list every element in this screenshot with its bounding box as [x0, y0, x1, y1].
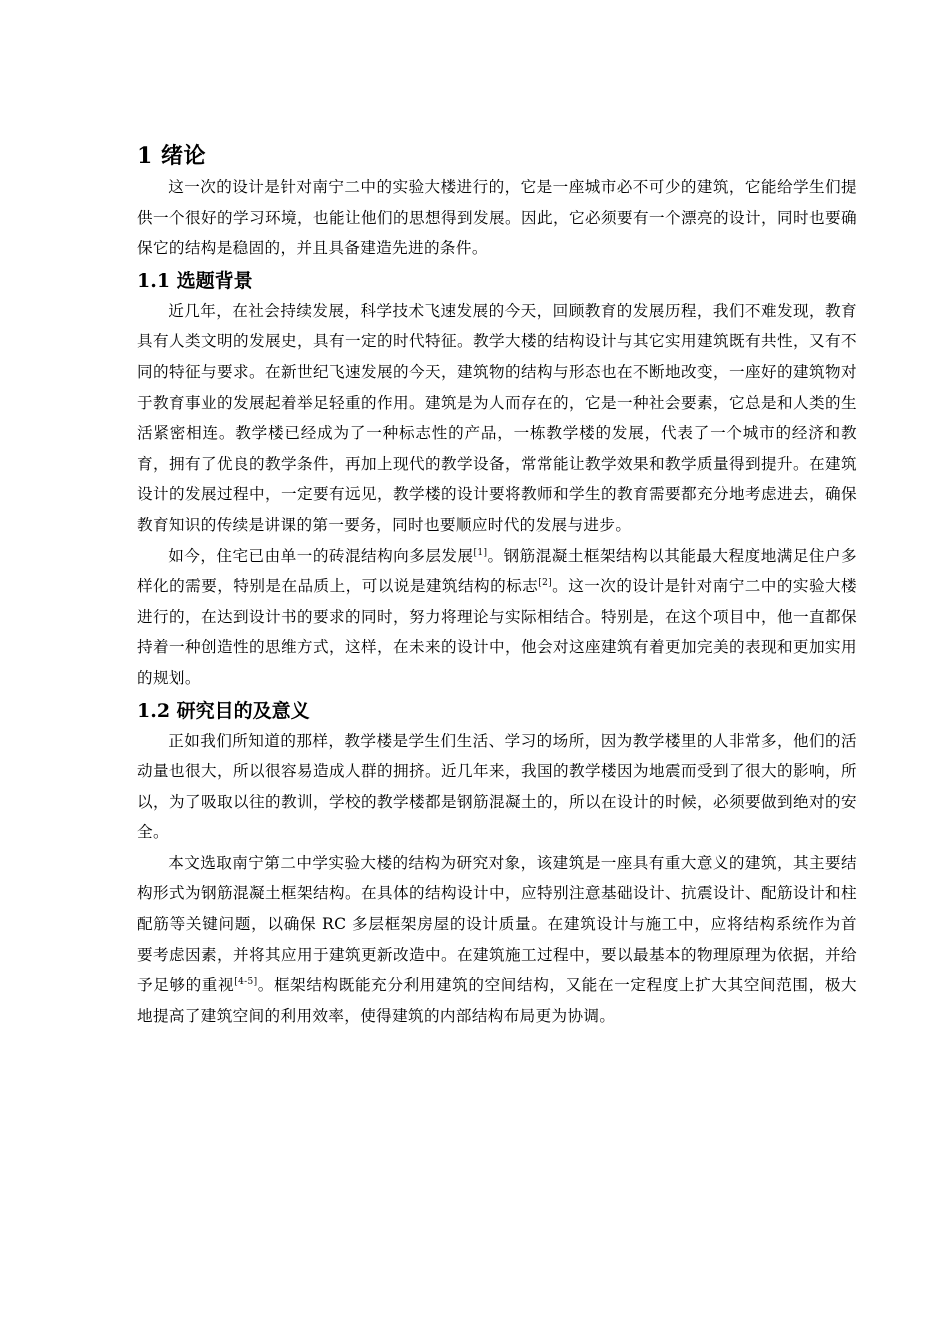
document-page	[137, 140, 857, 1031]
chapter-heading: 1 绪论	[137, 143, 206, 169]
paragraph-text: 。框架结构既能充分利用建筑的空间结构，又能在一定程度上扩大其空间范围，极大地提高了建筑空间的利用效率，使得建筑的内部结构布局更为协调。	[137, 976, 857, 1025]
paragraph-text: 。钢筋混凝土框架结构以其能最大程度地满足住户多样化的需要，特别是在品质上，可以说是建筑结构的标志	[137, 546, 857, 596]
purpose-paragraph-1: 正如我们所知道的那样，教学楼是学生们生活、学习的场所，因为教学楼里的人非常多，他们的活动量也很大，所以很容易造成人群的拥挤。近几年来，我国的教学楼因为地震而受到了很大的影响，所以，为了吸取以往的教训，学校的教学楼都是钢筋混凝土的，所以在设计的时候，必须要做到绝对的安全。	[137, 731, 857, 842]
section-heading-background: 1.1 选题背景	[137, 269, 253, 292]
background-paragraph-1: 近几年，在社会持续发展，科学技术飞速发展的今天，回顾教育的发展历程，我们不难发现，教育具有人类文明的发展史，具有一定的时代特征。教学大楼的结构设计与其它实用建筑既有共性，又有不同的特征与要求。在新世纪飞速发展的今天，建筑物的结构与形态也在不断地改变，一座好的建筑物对于教育事业的发展起着举足轻重的作用。建筑是为人而存在的，它是一种社会要素，它总是和人类的生活紧密相连。教学楼已经成为了一种标志性的产品，一栋教学楼的发展，代表了一个城市的经济和教育，拥有了优良的教学条件，再加上现代的教学设备，常常能让教学效果和教学质量得到提升。在建筑设计的发展过程中，一定要有远见，教学楼的设计要将教师和学生的教育需要都充分地考虑进去，确保教育知识的传续是讲课的第一要务，同时也要顺应时代的发展与进步。	[137, 301, 857, 534]
citation-1: [1]	[473, 547, 488, 558]
background-paragraph-2	[137, 541, 857, 694]
purpose-paragraph-2	[137, 848, 857, 1032]
paragraph-text: 。这一次的设计是针对南宁二中的实验大楼进行的，在达到设计书的要求的同时，努力将理论与实际相结合。特别是，在这个项目中，他一直都保持着一种创造性的思维方式，这样，在未来的设计中，他会对这座建筑有着更加完美的表现和更加实用的规划。	[137, 577, 857, 687]
citation-2: [2]	[538, 577, 553, 588]
paragraph-text: 如今，住宅已由单一的砖混结构向多层发展	[168, 546, 474, 565]
citation-4-5: [4-5]	[234, 977, 258, 988]
paragraph-text: 本文选取南宁第二中学实验大楼的结构为研究对象，该建筑是一座具有重大意义的建筑，其主要结构形式为钢筋混凝土框架结构。在具体的结构设计中，应特别注意基础设计、抗震设计、配筋设计和柱配筋等关键问题，以确保 RC 多层框架房屋的设计质量。在建筑设计与施工中，应将结构系统作为首要考虑因素，并将其应用于建筑更新改造中。在建筑施工过程中，要以最基本的物理原理为依据，并给予足够的重视	[137, 853, 857, 995]
section-heading-purpose: 1.2 研究目的及意义	[137, 699, 310, 722]
chapter-intro-paragraph: 这一次的设计是针对南宁二中的实验大楼进行的，它是一座城市必不可少的建筑，它能给学生们提供一个很好的学习环境，也能让他们的思想得到发展。因此，它必须要有一个漂亮的设计，同时也要确保它的结构是稳固的，并且具备建造先进的条件。	[137, 178, 857, 258]
